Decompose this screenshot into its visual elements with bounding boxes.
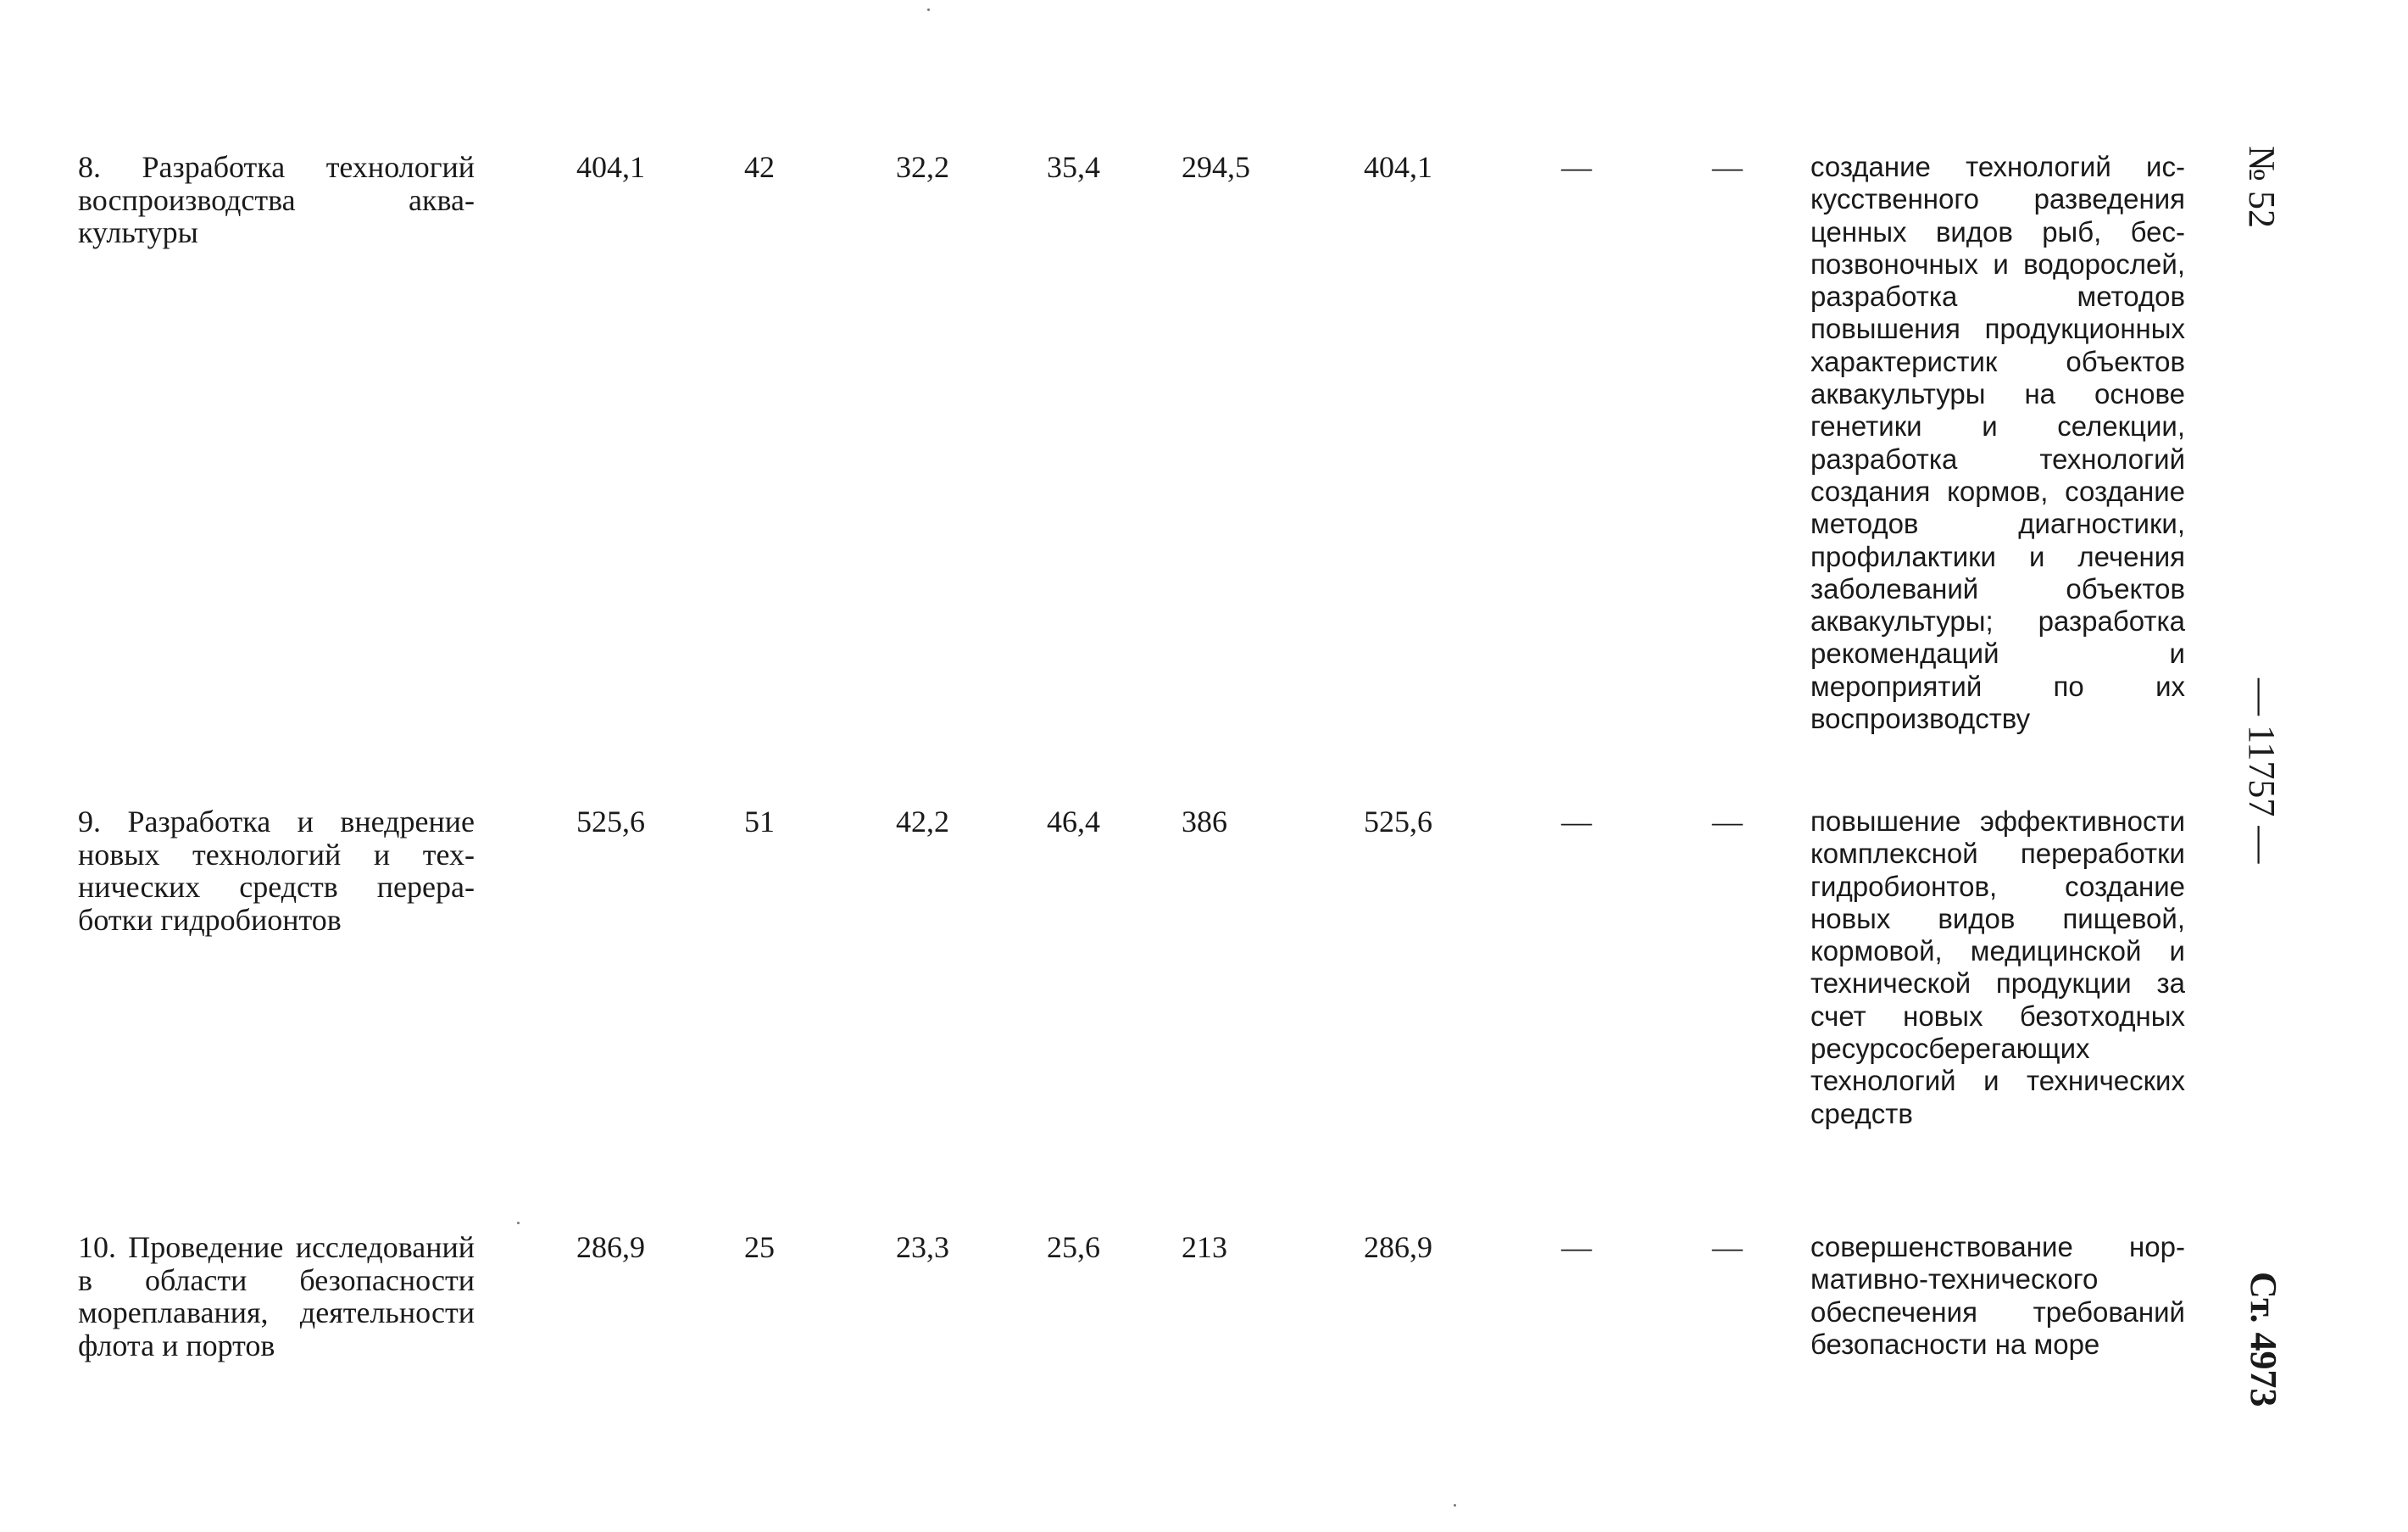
value-total: 525,6 — [576, 805, 645, 838]
expected-result-description: совершенствование нормативно-технического обеспечения требований безопасности на море — [1810, 1231, 2185, 1360]
value-col-5: 213 — [1182, 1230, 1227, 1264]
expected-result-description: повышение эффективности комплексной переработки гидробионтов, создание новых видов пищевой, кормовой, медицинской и технической продукции за счет новых безотходных ресурсосберегающих технологий и технических средств — [1810, 805, 2185, 1129]
value-total: 286,9 — [576, 1230, 645, 1264]
value-col-8-dash: — — [1712, 150, 1743, 184]
value-col-2: 51 — [744, 805, 775, 838]
value-total: 404,1 — [576, 150, 645, 184]
act-number: — 11757 — — [2241, 678, 2283, 864]
program-item-name: 8. Разработка технологий воспроизводства аквакультуры — [78, 150, 475, 249]
value-col-3: 42,2 — [896, 805, 949, 838]
value-col-2: 25 — [744, 1230, 775, 1264]
value-col-4: 35,4 — [1047, 150, 1100, 184]
value-col-8-dash: — — [1712, 1230, 1743, 1264]
value-col-7-dash: — — [1561, 805, 1592, 838]
scan-speck — [1454, 1504, 1456, 1507]
value-col-8-dash: — — [1712, 805, 1743, 838]
value-col-5: 386 — [1182, 805, 1227, 838]
value-col-4: 25,6 — [1047, 1230, 1100, 1264]
expected-result-description: создание технологий искусственного разведения ценных видов рыб, беспозвоночных и водорослей, разработка методов повышения продукционных характеристик объектов аквакультуры на основе генетики и селекции, разработка технологий создания кормов, создание методов диагностики, профилактики и лечения заболеваний объектов аквакультуры; разработка рекомендаций и мероприятий по их воспроизводству — [1810, 151, 2185, 735]
value-col-2: 42 — [744, 150, 775, 184]
scan-speck — [927, 8, 930, 11]
value-col-5: 294,5 — [1182, 150, 1250, 184]
article-number: Ст. 4973 — [2243, 1272, 2284, 1407]
program-item-name: 9. Разработка и внедрение новых технологий и технических средств переработки гидробионтов — [78, 805, 475, 937]
program-item-name: 10. Проведение исследований в области безопасности мореплавания, деятельности флота и портов — [78, 1230, 475, 1362]
value-col-6: 404,1 — [1364, 150, 1432, 184]
value-col-6: 525,6 — [1364, 805, 1432, 838]
value-col-4: 46,4 — [1047, 805, 1100, 838]
value-col-7-dash: — — [1561, 150, 1592, 184]
scan-speck — [517, 1222, 520, 1224]
value-col-7-dash: — — [1561, 1230, 1592, 1264]
issue-number: № 52 — [2241, 146, 2283, 228]
value-col-3: 32,2 — [896, 150, 949, 184]
value-col-3: 23,3 — [896, 1230, 949, 1264]
value-col-6: 286,9 — [1364, 1230, 1432, 1264]
